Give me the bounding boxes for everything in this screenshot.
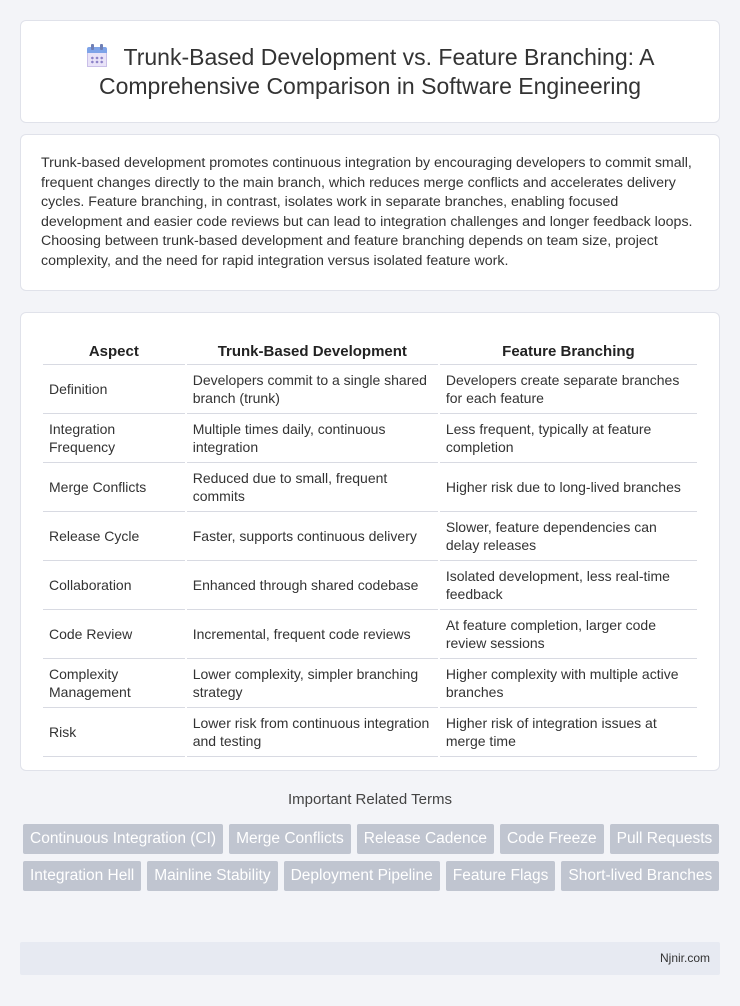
footer-site[interactable]: Njnir.com: [659, 951, 710, 965]
table-row: [43, 512, 697, 561]
table-header-row: [43, 333, 697, 365]
related-term-tag[interactable]: Merge Conflicts: [229, 824, 351, 854]
related-term-tag[interactable]: Short-lived Branches: [561, 861, 719, 891]
calendar-icon: [86, 44, 108, 68]
trunk-cell: Lower risk from continuous integration and testing: [187, 708, 438, 757]
related-terms-list: [23, 824, 723, 891]
table-row: [43, 561, 697, 610]
table-row: [43, 659, 697, 708]
summary-card: [20, 134, 720, 291]
header-feature: Feature Branching: [440, 333, 697, 365]
footer: [20, 942, 720, 975]
header-trunk: Trunk-Based Development: [187, 333, 438, 365]
trunk-cell: Reduced due to small, frequent commits: [187, 463, 438, 512]
trunk-cell: Multiple times daily, continuous integration: [187, 414, 438, 463]
feature-cell: Less frequent, typically at feature completion: [440, 414, 697, 463]
comparison-table: [41, 333, 699, 757]
header-aspect: Aspect: [43, 333, 185, 365]
related-term-tag[interactable]: Mainline Stability: [147, 861, 277, 891]
table-row: [43, 610, 697, 659]
aspect-cell: Complexity Management: [43, 659, 185, 708]
feature-cell: Higher risk due to long-lived branches: [440, 463, 697, 512]
trunk-cell: Enhanced through shared codebase: [187, 561, 438, 610]
feature-cell: Isolated development, less real-time feedback: [440, 561, 697, 610]
feature-cell: At feature completion, larger code review sessions: [440, 610, 697, 659]
trunk-cell: Incremental, frequent code reviews: [187, 610, 438, 659]
aspect-cell: Code Review: [43, 610, 185, 659]
related-term-tag[interactable]: Code Freeze: [500, 824, 604, 854]
trunk-cell: Developers commit to a single shared branch (trunk): [187, 365, 438, 414]
aspect-cell: Merge Conflicts: [43, 463, 185, 512]
table-row: [43, 365, 697, 414]
title-card: [20, 20, 720, 123]
trunk-cell: Faster, supports continuous delivery: [187, 512, 438, 561]
table-row: [43, 463, 697, 512]
aspect-cell: Integration Frequency: [43, 414, 185, 463]
trunk-cell: Lower complexity, simpler branching strategy: [187, 659, 438, 708]
aspect-cell: Collaboration: [43, 561, 185, 610]
related-term-tag[interactable]: Continuous Integration (CI): [23, 824, 223, 854]
feature-cell: Developers create separate branches for each feature: [440, 365, 697, 414]
related-term-tag[interactable]: Release Cadence: [357, 824, 494, 854]
feature-cell: Higher risk of integration issues at merge time: [440, 708, 697, 757]
related-term-tag[interactable]: Feature Flags: [446, 861, 556, 891]
related-term-tag[interactable]: Deployment Pipeline: [284, 861, 440, 891]
table-row: [43, 708, 697, 757]
aspect-cell: Release Cycle: [43, 512, 185, 561]
aspect-cell: Definition: [43, 365, 185, 414]
table-row: [43, 414, 697, 463]
aspect-cell: Risk: [43, 708, 185, 757]
related-term-tag[interactable]: Pull Requests: [610, 824, 720, 854]
related-term-tag[interactable]: Integration Hell: [23, 861, 141, 891]
related-terms-title: Important Related Terms: [288, 791, 452, 808]
page-title: Trunk-Based Development vs. Feature Branching: A Comprehensive Comparison in Software Engineering: [21, 43, 719, 101]
summary-text: Trunk-based development promotes continuous integration by encouraging developers to commit small, frequent changes directly to the main branch, which reduces merge conflicts and accelerates delivery cycles. Feature branching, in contrast, isolates work in separate branches, enabling focused development and easier code reviews but can lead to integration challenges and longer feedback loops. Choosing between trunk-based development and feature branching depends on team size, project complexity, and the need for rapid integration versus isolated feature work.: [41, 155, 693, 269]
feature-cell: Slower, feature dependencies can delay releases: [440, 512, 697, 561]
comparison-card: [20, 312, 720, 771]
feature-cell: Higher complexity with multiple active branches: [440, 659, 697, 708]
